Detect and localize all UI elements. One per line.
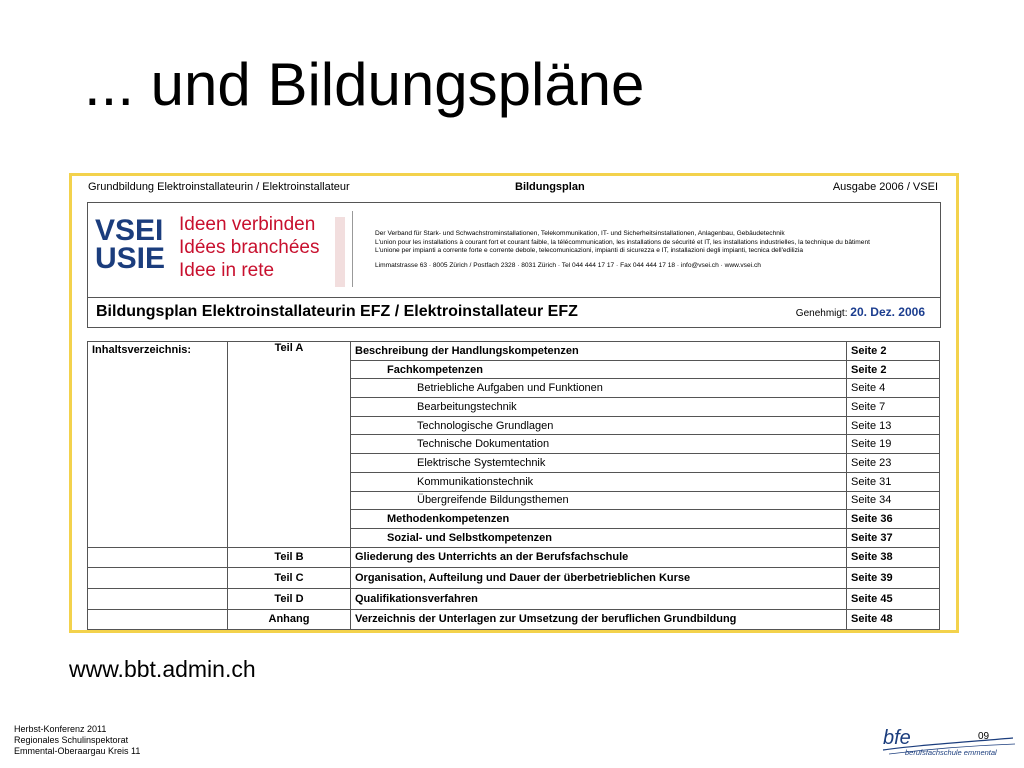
logo-subtitle: berufsfachschule emmental (905, 748, 997, 756)
toc-entry-page: Seite 48 (847, 609, 940, 630)
toc-entry-title: Betriebliche Aufgaben und Funktionen (351, 379, 847, 398)
toc-entry-title: Technische Dokumentation (351, 435, 847, 454)
document-image (69, 173, 959, 633)
header-center: Bildungsplan (515, 181, 585, 193)
table-row (88, 342, 940, 361)
header-left: Grundbildung Elektroinstallateurin / Elektroinstallateur (88, 181, 350, 193)
toc-part: Teil D (228, 588, 351, 609)
toc-entry-page: Seite 36 (847, 510, 940, 529)
toc-entry-title: Fachkompetenzen (351, 360, 847, 379)
footer-text: Herbst-Konferenz 2011 Regionales Schulinspektorat Emmental-Oberaargau Kreis 11 (14, 724, 141, 756)
toc-entry-title: Technologische Grundlagen (351, 416, 847, 435)
toc-label-empty (88, 568, 228, 589)
plan-title: Bildungsplan Elektroinstallateurin EFZ / Elektroinstallateur EFZ (96, 303, 578, 320)
toc-entry-page: Seite 34 (847, 491, 940, 510)
page-number: 09 (978, 731, 990, 742)
plan-title-bar (87, 297, 941, 328)
toc-entry-title: Methodenkompetenzen (351, 510, 847, 529)
toc-label-empty (88, 547, 228, 568)
toc-part: Teil B (228, 547, 351, 568)
toc-part: Teil C (228, 568, 351, 589)
header-right: Ausgabe 2006 / VSEI (832, 181, 938, 193)
toc-entry-page: Seite 31 (847, 472, 940, 491)
logo-accent-bar (335, 217, 345, 287)
table-row (88, 547, 940, 568)
verband-description: Der Verband für Stark- und Schwachstrominstallationen, Telekommunikation, IT- und Sicherheitsinstallationen, Anlagenbau, Gebäudetechnik L'union pour les installations à courant fort et courant faible, la télécommunication, les installations de sécurité et IT, les installations industrielles, la technique du bâtiment L'unione per impianti a corrente forte e corrente debole, telecomunicazioni, impianti di sicurezza e IT, installazioni degli impianti, tecnica dell'edilizia Limmatstrasse 63 · 8005 Zürich / Postfach 2328 · 8031 Zürich · Tel 044 444 17 17 · Fax 044 444 17 18 · info@vsei.ch · www.vsei.ch (375, 230, 935, 270)
svg-text:bfe: bfe (883, 727, 911, 749)
table-row (88, 588, 940, 609)
approval-date: 20. Dez. 2006 (850, 305, 925, 319)
logo-acronyms: VSEI USIE (95, 214, 166, 275)
toc-entry-page: Seite 38 (847, 547, 940, 568)
toc-label-empty (88, 609, 228, 630)
toc-entry-page: Seite 13 (847, 416, 940, 435)
toc-entry-title: Bearbeitungstechnik (351, 398, 847, 417)
toc-entry-page: Seite 2 (847, 360, 940, 379)
verband-address: Limmatstrasse 63 · 8005 Zürich / Postfach 2328 · 8031 Zürich · Tel 044 444 17 17 · Fax 044 444 17 18 · info@vsei.ch · www.vsei.ch (375, 261, 761, 269)
table-of-contents (87, 341, 940, 630)
toc-entry-title: Sozial- und Selbstkompetenzen (351, 528, 847, 547)
vsei-banner (87, 202, 941, 298)
toc-entry-page: Seite 37 (847, 528, 940, 547)
banner-divider (352, 211, 353, 287)
slide-title: ... und Bildungspläne (84, 51, 645, 118)
logo-slogans: Ideen verbinden Idées branchées Idee in rete (179, 214, 320, 281)
bfe-logo (881, 724, 1016, 756)
document-header (88, 181, 938, 195)
toc-entry-page: Seite 23 (847, 454, 940, 473)
toc-entry-title: Kommunikationstechnik (351, 472, 847, 491)
toc-entry-page: Seite 7 (847, 398, 940, 417)
toc-entry-page: Seite 2 (847, 342, 940, 361)
toc-part: Anhang (228, 609, 351, 630)
toc-part: Teil A (228, 342, 351, 548)
table-row (88, 609, 940, 630)
vsei-logo (95, 211, 342, 285)
toc-entry-title: Verzeichnis der Unterlagen zur Umsetzung der beruflichen Grundbildung (351, 609, 847, 630)
toc-label-empty (88, 588, 228, 609)
toc-entry-title: Qualifikationsverfahren (351, 588, 847, 609)
toc-entry-title: Elektrische Systemtechnik (351, 454, 847, 473)
toc-entry-title: Gliederung des Unterrichts an der Berufsfachschule (351, 547, 847, 568)
toc-entry-page: Seite 4 (847, 379, 940, 398)
toc-entry-title: Übergreifende Bildungsthemen (351, 491, 847, 510)
toc-label: Inhaltsverzeichnis: (88, 342, 228, 548)
approval: Genehmigt: 20. Dez. 2006 (795, 305, 925, 319)
toc-entry-title: Organisation, Aufteilung und Dauer der überbetrieblichen Kurse (351, 568, 847, 589)
source-url[interactable]: www.bbt.admin.ch (69, 656, 256, 682)
toc-entry-page: Seite 45 (847, 588, 940, 609)
toc-entry-page: Seite 39 (847, 568, 940, 589)
toc-entry-page: Seite 19 (847, 435, 940, 454)
table-row (88, 568, 940, 589)
toc-entry-title: Beschreibung der Handlungskompetenzen (351, 342, 847, 361)
